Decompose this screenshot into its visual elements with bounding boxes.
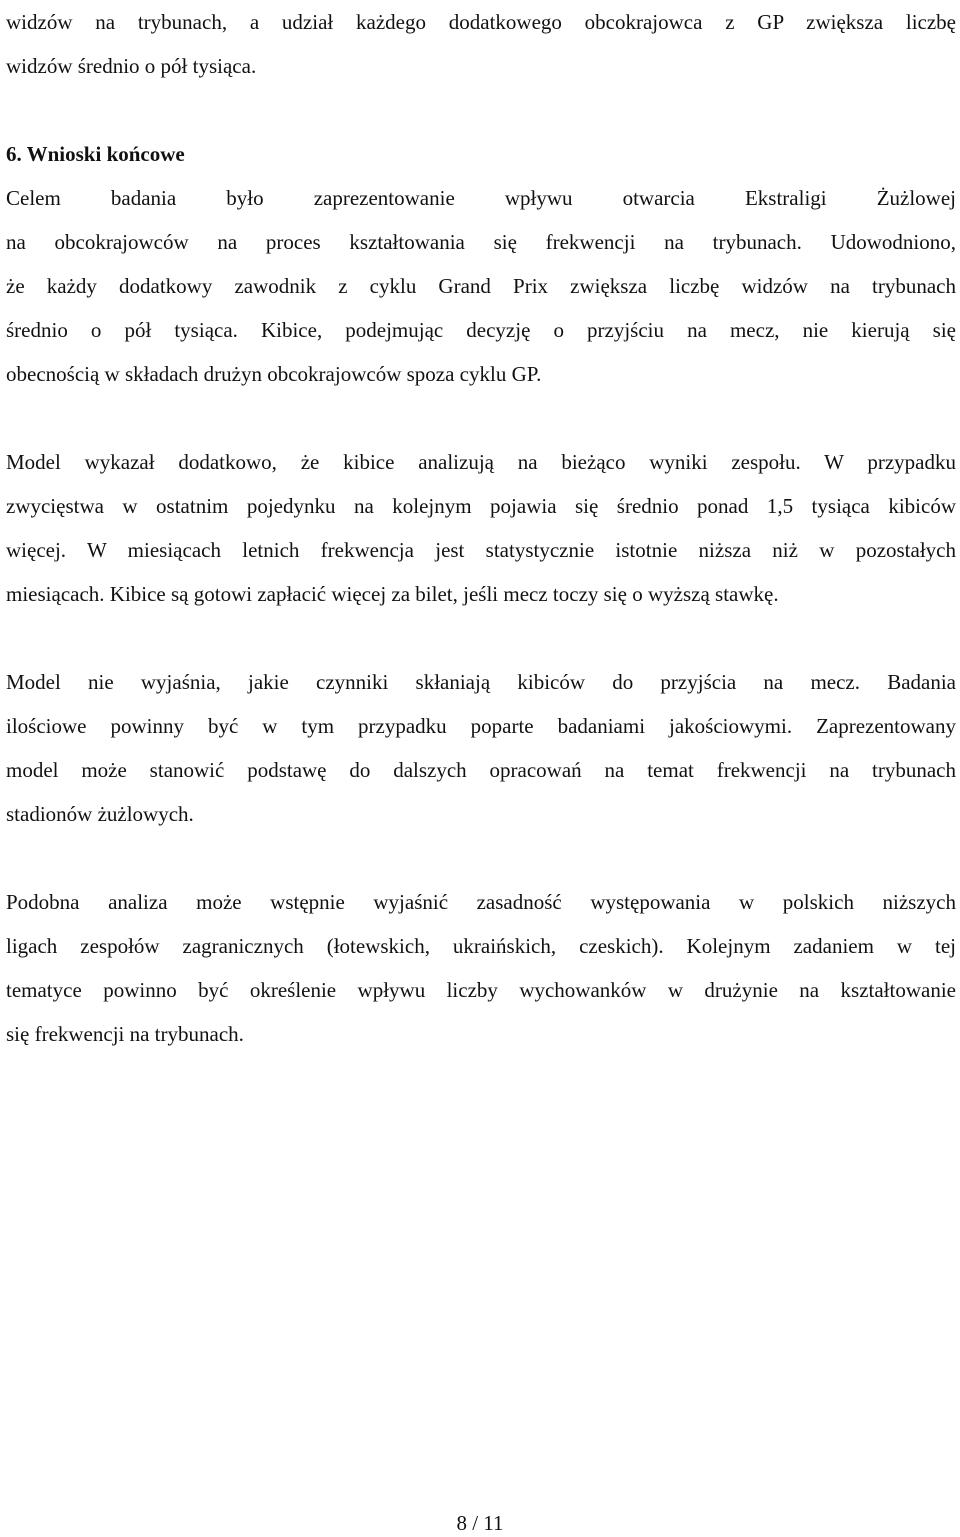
intro-paragraph [6, 0, 956, 88]
text-line: model może stanowić podstawę do dalszych opracowań na temat frekwencji na trybunach [6, 758, 956, 782]
text-line: miesiącach. Kibice są gotowi zapłacić więcej za bilet, jeśli mecz toczy się o wyższą stawkę. [6, 582, 779, 606]
text-line: ligach zespołów zagranicznych (łotewskich, ukraińskich, czeskich). Kolejnym zadaniem w tej [6, 934, 956, 958]
text-line: się frekwencji na trybunach. [6, 1022, 244, 1046]
text-line: na obcokrajowców na proces kształtowania się frekwencji na trybunach. Udowodniono, [6, 230, 956, 254]
paragraph-3 [6, 660, 956, 836]
spacer [6, 616, 956, 660]
page-number: 8 / 11 [456, 1511, 504, 1535]
text-line: więcej. W miesiącach letnich frekwencja jest statystycznie istotnie niższa niż w pozostałych [6, 538, 956, 562]
text-line: że każdy dodatkowy zawodnik z cyklu Grand Prix zwiększa liczbę widzów na trybunach [6, 274, 956, 298]
text-line: zwycięstwa w ostatnim pojedynku na kolejnym pojawia się średnio ponad 1,5 tysiąca kibiców [6, 494, 956, 518]
text-line: Podobna analiza może wstępnie wyjaśnić zasadność występowania w polskich niższych [6, 890, 956, 914]
document-page [6, 0, 956, 1056]
text-line: Model wykazał dodatkowo, że kibice analizują na bieżąco wyniki zespołu. W przypadku [6, 450, 956, 474]
text-line: stadionów żużlowych. [6, 802, 194, 826]
text-line: Celem badania było zaprezentowanie wpływu otwarcia Ekstraligi Żużlowej [6, 186, 956, 210]
text-line: widzów średnio o pół tysiąca. [6, 54, 257, 78]
text-line: obecnością w składach drużyn obcokrajowców spoza cyklu GP. [6, 362, 542, 386]
paragraph-4 [6, 880, 956, 1056]
text-line: Model nie wyjaśnia, jakie czynniki skłaniają kibiców do przyjścia na mecz. Badania [6, 670, 956, 694]
text-line: ilościowe powinny być w tym przypadku poparte badaniami jakościowymi. Zaprezentowany [6, 714, 956, 738]
paragraph-2 [6, 440, 956, 616]
paragraph-1 [6, 176, 956, 396]
spacer [6, 88, 956, 132]
spacer [6, 836, 956, 880]
text-line: tematyce powinno być określenie wpływu liczby wychowanków w drużynie na kształtowanie [6, 978, 956, 1002]
text-line: średnio o pół tysiąca. Kibice, podejmując decyzję o przyjściu na mecz, nie kierują się [6, 318, 956, 342]
text-line: widzów na trybunach, a udział każdego dodatkowego obcokrajowca z GP zwiększa liczbę [6, 10, 956, 34]
section-heading: 6. Wnioski końcowe [6, 142, 185, 166]
spacer [6, 396, 956, 440]
